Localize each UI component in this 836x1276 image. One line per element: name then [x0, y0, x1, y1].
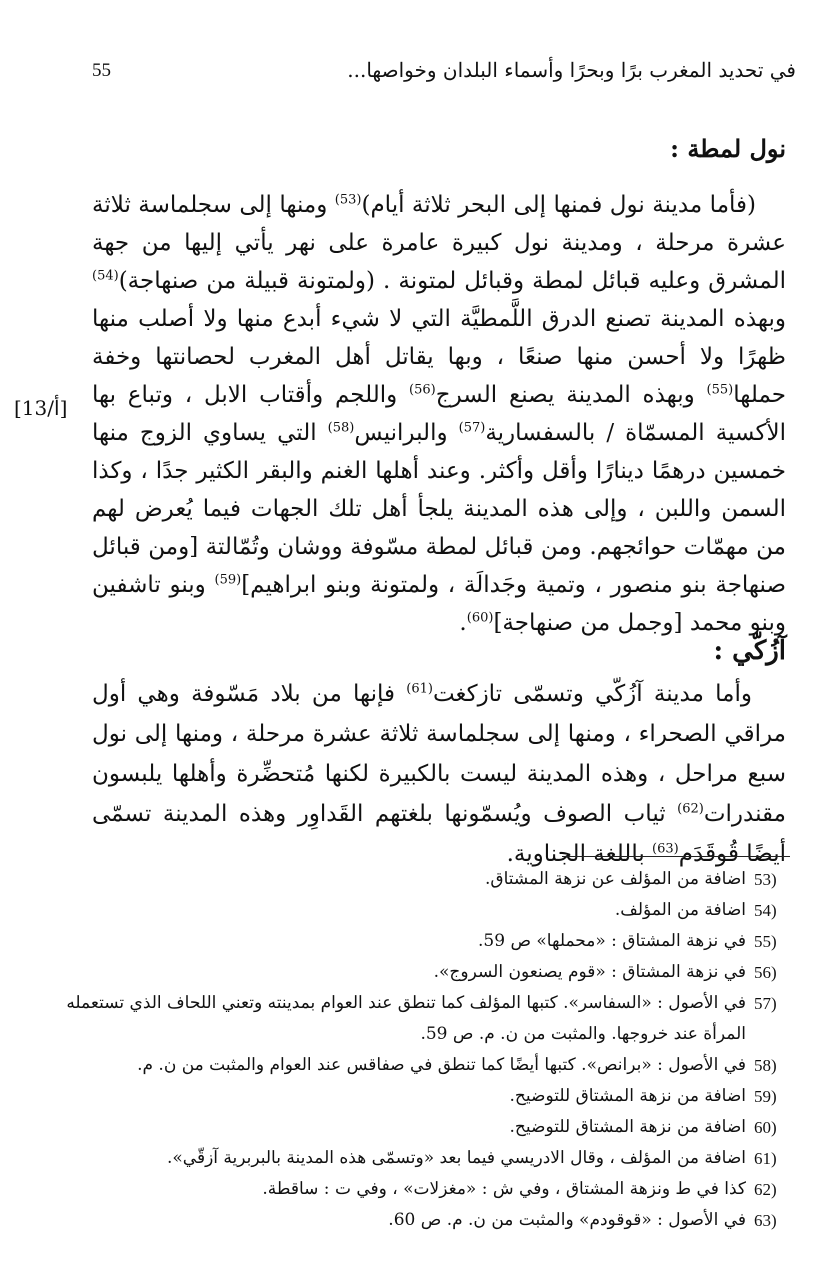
text-run: (فأما مدينة نول فمنها إلى البحر ثلاثة أيام) — [361, 192, 756, 218]
footnote-item — [50, 926, 786, 957]
footnote-ref[interactable]: (61) — [406, 681, 433, 697]
text-run: وبهذه المدينة تصنع الدرق اللَّمطيَّة التي لا شيء أبدع منها ولا أصلب منها ظهرًا ولا أحسن منها صنعًا ، وبها يقاتل أهل المغرب لحصانتها وخفة حملها — [92, 306, 786, 408]
footnote-number: 53) — [754, 870, 777, 889]
footnote-ref[interactable]: (53) — [334, 192, 362, 208]
footnote-ref[interactable]: (56) — [409, 382, 436, 398]
footnote-number: 62) — [754, 1180, 777, 1199]
footnote-ref[interactable]: (57) — [458, 420, 486, 436]
footnote-text: في الأصول : «برانص». كتبها أيضًا كما تنطق في صفاقس عند العوام والمثبت من ن. م. — [137, 1055, 746, 1075]
text-run: وبنو تاشفين وبنو محمد [وجمل من صنهاجة] — [92, 572, 786, 636]
text-run: وأما مدينة آزُكّي وتسمّى تازكغت — [432, 681, 752, 707]
folio-margin-note: [13/أ] — [14, 396, 68, 420]
footnote-number: 60) — [754, 1118, 777, 1137]
footnote-item — [50, 1205, 786, 1236]
running-title: في تحديد المغرب برًا وبحرًا وأسماء البلدان وخواصها... — [347, 58, 796, 82]
footnote-text: كذا في ط ونزهة المشتاق ، وفي ش : «مغزلات» ، وفي ت : ساقطة. — [262, 1179, 746, 1199]
footnote-text: اضافة من نزهة المشتاق للتوضيح. — [509, 1117, 746, 1137]
footnote-ref[interactable]: (62) — [677, 801, 704, 817]
footnote-ref[interactable]: (63) — [652, 841, 679, 857]
text-run: التي يساوي الزوج منها خمسين درهمًا دينارًا وأقل وأكثر. وعند أهلها الغنم والبقر الكثير جدًا ، وكذا السمن واللبن ، وإلى هذه المدينة يلجأ أهل تلك الجهات فيما يُعرض لهم من مهمّات حوائجهم. ومن قبائل لمطة مسّوفة ووشان وتُمّالتة [ومن قبائل صنهاجة بنو منصور ، وتمية وجَدالَة ، ولمتونة وبنو ابراهيم] — [92, 420, 787, 598]
text-run: وبهذه المدينة يصنع السرج — [435, 382, 707, 408]
footnote-item — [50, 957, 786, 988]
running-header — [92, 58, 796, 88]
footnote-item — [50, 988, 786, 1050]
footnotes — [50, 864, 786, 1236]
footnote-text: في الأصول : «قوقودم» والمثبت من ن. م. ص 60. — [388, 1210, 746, 1230]
footnote-item — [50, 1050, 786, 1081]
footnote-number: 54) — [754, 901, 777, 920]
footnote-item — [50, 1081, 786, 1112]
text-run: ومنها إلى سجلماسة ثلاثة عشرة مرحلة ، ومدينة نول كبيرة عامرة على نهر يأتي إليها من جهة المشرق وعليه قبائل لمطة وقبائل لمتونة . (ولمتونة قبيلة من صنهاجة) — [92, 192, 786, 294]
footnote-number: 59) — [754, 1087, 777, 1106]
section-body-nul-lamta — [92, 186, 786, 642]
footnote-ref[interactable]: (55) — [706, 382, 734, 398]
footnote-ref[interactable]: (59) — [214, 572, 242, 588]
text-run: . — [459, 610, 467, 636]
footnote-item — [50, 1174, 786, 1205]
footnote-number: 63) — [754, 1211, 777, 1230]
section-heading-nul-lamta: نول لمطة : — [670, 134, 786, 163]
footnote-ref[interactable]: (60) — [466, 610, 494, 626]
footnote-number: 58) — [754, 1056, 777, 1075]
footnote-number: 55) — [754, 932, 777, 951]
text-run: والبرانيس — [354, 420, 459, 446]
footnote-ref[interactable]: (58) — [327, 420, 355, 436]
footnote-text: اضافة من المؤلف عن نزهة المشتاق. — [484, 869, 746, 889]
text-run: باللغة الجناوية. — [506, 841, 653, 867]
footnote-ref[interactable]: (54) — [92, 268, 119, 284]
section-heading-azukki: آزُكّي : — [713, 636, 786, 666]
footnote-text: في نزهة المشتاق : «محملها» ص 59. — [478, 931, 746, 951]
paragraph — [92, 186, 786, 642]
footnote-item — [50, 895, 786, 926]
footnote-number: 57) — [754, 994, 777, 1013]
footnote-text: اضافة من المؤلف. — [614, 900, 746, 920]
text-run: فإنها من بلاد مَسّوفة وهي أول مراقي الصحراء ، ومنها إلى سجلماسة ثلاثة عشرة مرحلة ، ومنها إلى نول سبع مراحل ، وهذه المدينة ليست بالكبيرة لكنها مُتحضِّرة وأهلها يلبسون مقندرات — [92, 681, 786, 827]
section-body-azukki — [92, 674, 786, 874]
footnote-item — [50, 1112, 786, 1143]
footnote-text: في نزهة المشتاق : «قوم يصنعون السروج». — [433, 962, 746, 982]
footnote-item — [50, 864, 786, 895]
page-number: 55 — [92, 60, 111, 81]
footnote-text: اضافة من المؤلف ، وقال الادريسي فيما بعد «وتسمّى هذه المدينة بالبربرية آزقّي». — [166, 1148, 746, 1168]
footnote-number: 56) — [754, 963, 777, 982]
paragraph — [92, 674, 786, 874]
footnote-separator — [562, 856, 790, 857]
footnote-text: اضافة من نزهة المشتاق للتوضيح. — [509, 1086, 746, 1106]
footnote-text: في الأصول : «السفاسر». كتبها المؤلف كما تنطق عند العوام بمدينته وتعني اللحاف الذي تستعمله المرأة عند خروجها. والمثبت من ن. م. ص 59. — [66, 993, 746, 1044]
text-run: واللجم وأقتاب الابل ، وتباع بها الأكسية المسمّاة / بالسفسارية — [92, 382, 786, 446]
footnote-item — [50, 1143, 786, 1174]
text-run: ثياب الصوف ويُسمّونها بلغتهم القَداوِر وهذه المدينة تسمّى أيضًا قُوقَدَم — [92, 801, 786, 867]
footnote-number: 61) — [754, 1149, 777, 1168]
